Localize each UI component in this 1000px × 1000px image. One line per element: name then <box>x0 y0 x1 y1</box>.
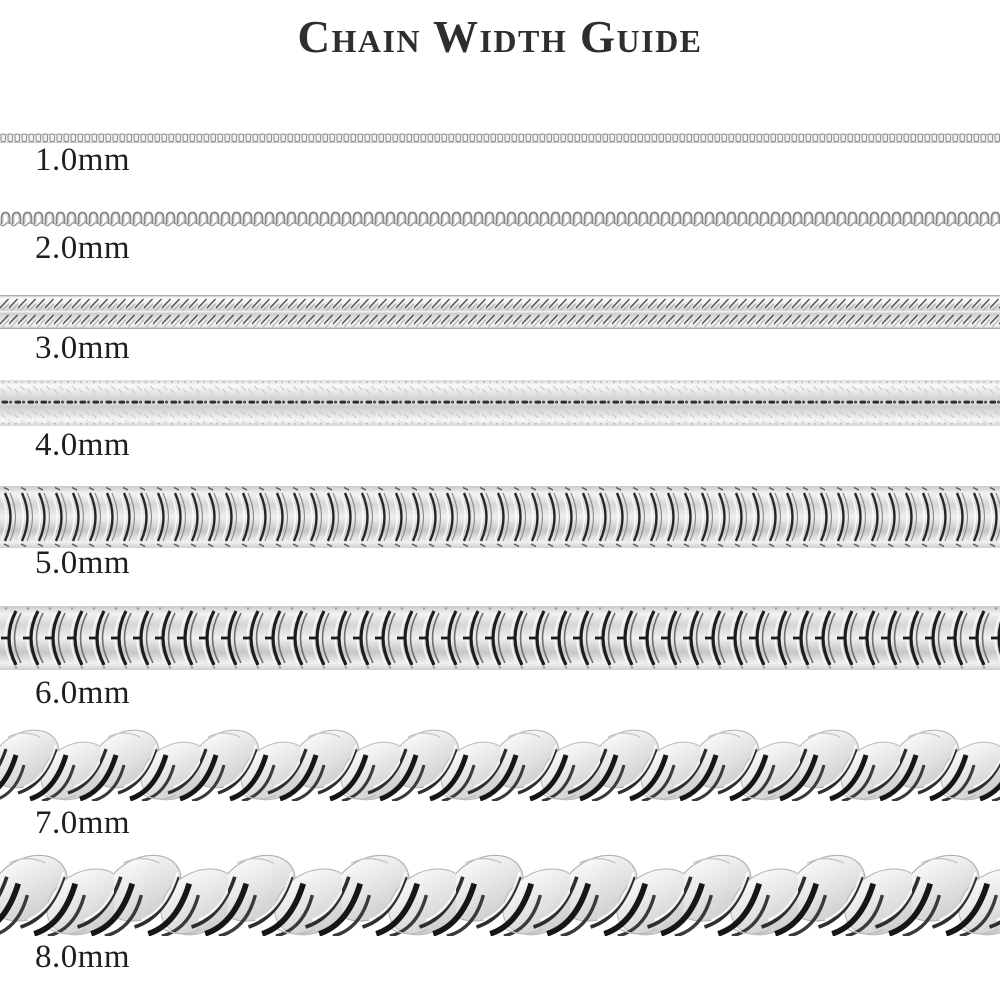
chain-width-label-6-0mm: 6.0mm <box>35 675 131 711</box>
chain-width-label-4-0mm: 4.0mm <box>35 427 131 463</box>
chain-width-label-8-0mm: 8.0mm <box>35 939 131 975</box>
chain-image-2-0mm <box>0 209 1000 229</box>
chain-width-label-7-0mm: 7.0mm <box>35 805 131 841</box>
chain-width-label-2-0mm: 2.0mm <box>35 230 131 266</box>
chain-image-4-0mm <box>0 380 1000 426</box>
chain-image-3-0mm <box>0 295 1000 329</box>
chain-width-label-3-0mm: 3.0mm <box>35 330 131 366</box>
chain-width-label-1-0mm: 1.0mm <box>35 142 131 178</box>
page-title: Chain Width Guide <box>297 12 703 62</box>
chain-image-1-0mm <box>0 132 1000 144</box>
chain-image-7-0mm <box>0 729 1000 801</box>
chain-image-5-0mm <box>0 486 1000 548</box>
chain-width-label-5-0mm: 5.0mm <box>35 545 131 581</box>
chain-image-6-0mm <box>0 606 1000 670</box>
chain-image-8-0mm <box>0 854 1000 936</box>
